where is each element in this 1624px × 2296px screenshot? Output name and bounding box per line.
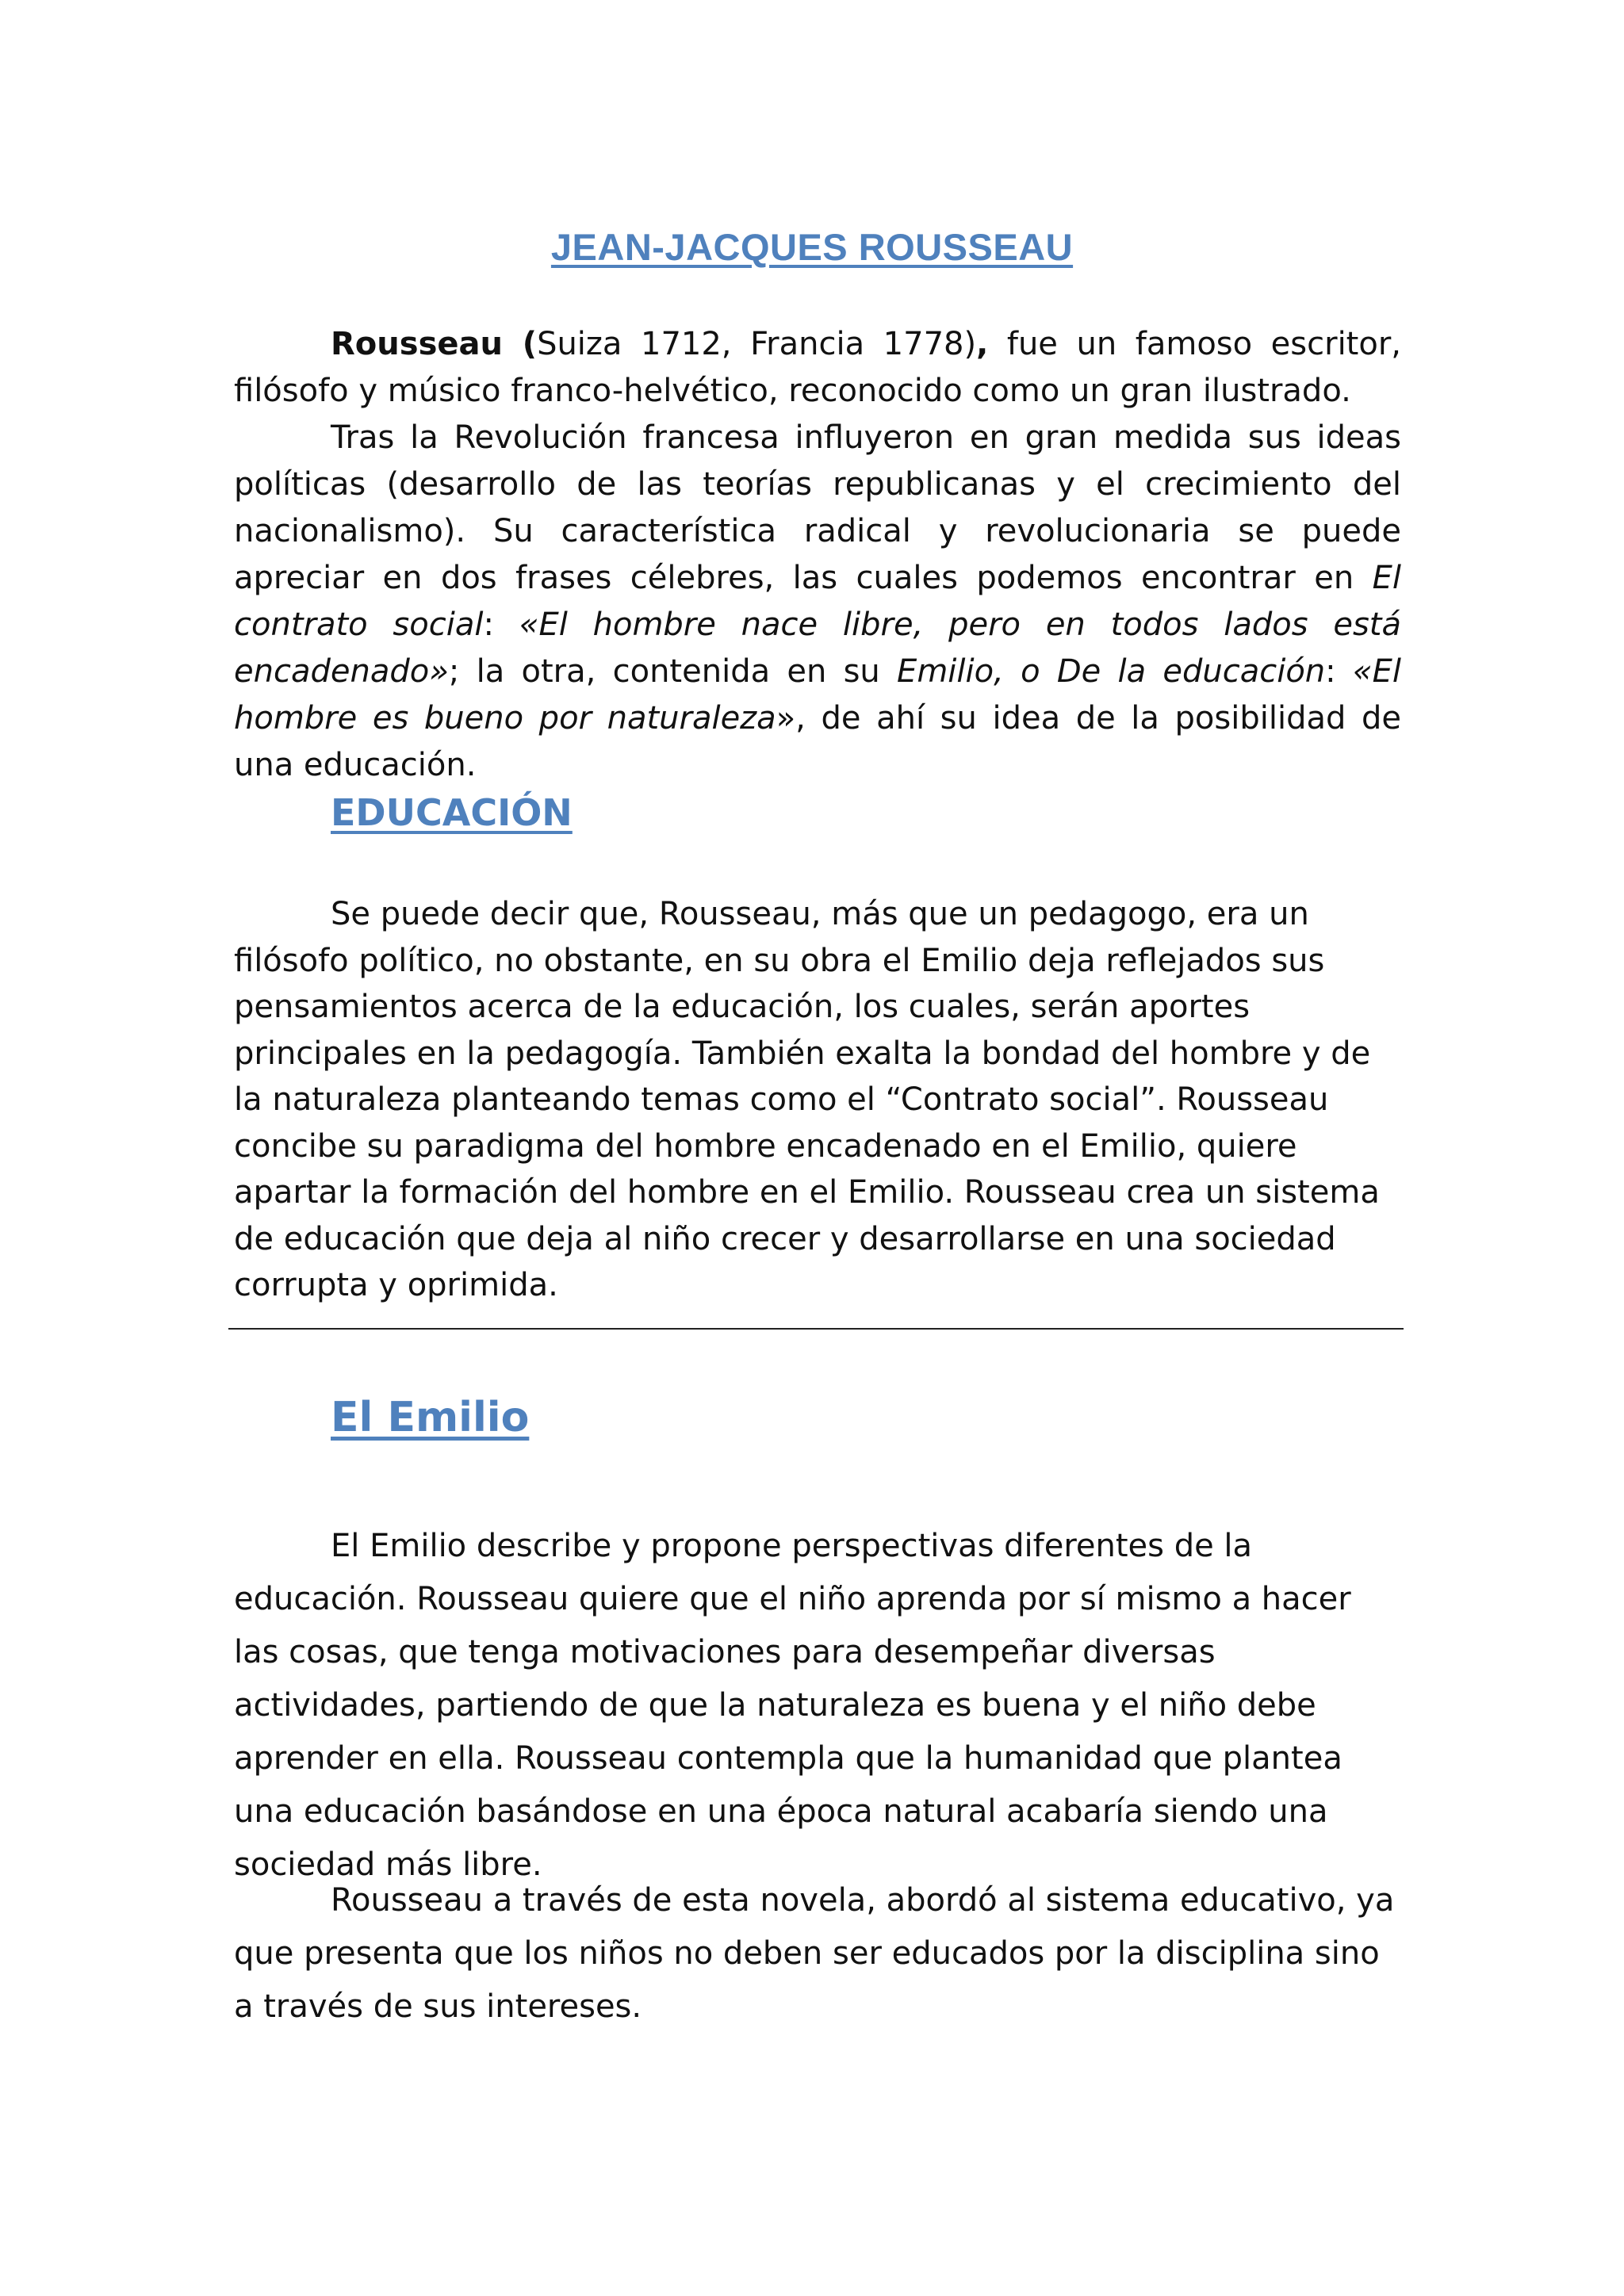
emilio-heading: El Emilio <box>331 1394 530 1441</box>
education-paragraph: Se puede decir que, Rousseau, más que un pedagogo, era un filósofo político, no obstante, en su obra el Emilio deja reflejados sus pensamientos acerca de la educación, los cuales, serán aportes principales en la pedagogía. También exalta la bondad del hombre y de la naturaleza planteando temas como el “Contrato social”. Rousseau concibe su paradigma del hombre encadenado en el Emilio, quiere apartar la formación del hombre en el Emilio. Rousseau crea un sistema de educación que deja al niño crecer y desarrollarse en una sociedad corrupta y oprimida. <box>234 896 1380 1303</box>
intro-name: Rousseau <box>331 326 503 362</box>
intro-comma: , <box>976 326 989 362</box>
revolution-text-3: », de ahí su idea de la posibilidad de una educación. <box>234 700 1401 783</box>
emilio-paragraph-1: El Emilio describe y propone perspectivas diferentes de la educación. Rousseau quiere que el niño aprenda por sí mismo a hacer las cosas, que tenga motivaciones para desempeñar diversas actividades, partiendo de que la naturaleza es buena y el niño debe aprender en ella. Rousseau contempla que la humanidad que plantea una educación basándose en una época natural acabaría siendo una sociedad más libre. <box>234 1528 1351 1883</box>
revolution-text-1: Tras la Revolución francesa influyeron en gran medida sus ideas políticas (desarrollo de las teorías republicanas y el crecimiento del nacionalismo). Su característica radical y revolucionaria se puede apreciar en dos frases célebres, las cuales podemos encontrar en <box>234 419 1401 596</box>
intro-paragraph <box>234 321 1401 415</box>
book-title-contrato: El contrato social <box>234 560 1401 643</box>
emilio-paragraph-2: Rousseau a través de esta novela, abordó al sistema educativo, ya que presenta que los niños no deben ser educados por la disciplina sino a través de sus intereses. <box>234 1882 1395 2025</box>
section-divider <box>228 1328 1404 1330</box>
revolution-sep-1: : <box>483 607 519 643</box>
education-heading: EDUCACIÓN <box>331 791 573 834</box>
intro-rest: fue un famoso escritor, filósofo y músico franco-helvético, reconocido como un gran ilustrado. <box>234 326 1401 409</box>
intro-birth: Suiza 1712, Francia 1778) <box>537 326 977 362</box>
revolution-paragraph <box>234 415 1401 789</box>
page-title: JEAN-JACQUES ROUSSEAU <box>550 226 1074 268</box>
intro-paren: ( <box>502 326 538 362</box>
book-title-emilio: Emilio, o De la educación <box>897 653 1326 690</box>
quote-bueno: «El hombre es bueno por naturaleza <box>234 653 1401 737</box>
quote-libre: «El hombre nace libre, pero en todos lados está encadenado» <box>234 607 1402 690</box>
revolution-text-2: ; la otra, contenida en su <box>448 653 898 690</box>
revolution-sep-2: : <box>1325 653 1353 690</box>
